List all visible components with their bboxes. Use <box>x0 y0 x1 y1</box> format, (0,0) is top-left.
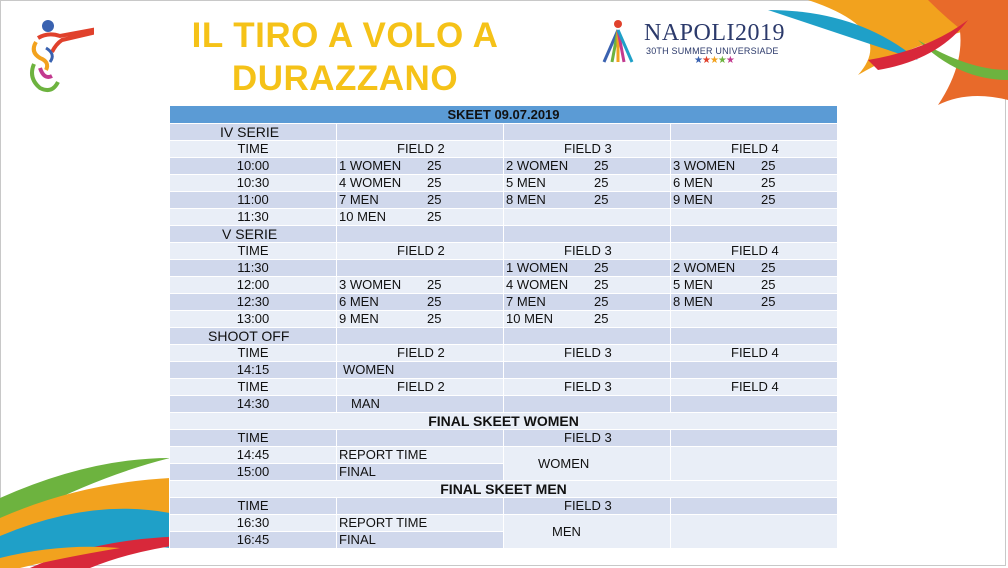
shooter-logo-icon <box>26 18 96 94</box>
section-row-v-serie <box>170 226 838 243</box>
event-cell: 7 MEN 25 <box>337 192 504 209</box>
time-cell: 10:30 <box>170 175 337 192</box>
event-cell: 8 MEN 25 <box>504 192 671 209</box>
table-row <box>170 362 838 379</box>
table-header-row <box>170 106 838 124</box>
table-row <box>170 447 838 464</box>
event-cell: 6 MEN 25 <box>671 175 838 192</box>
section-title: SHOOT OFF <box>170 328 337 345</box>
event-cell: 1 WOMEN 25 <box>337 158 504 175</box>
col-field4: FIELD 4 <box>671 379 838 396</box>
col-field3: FIELD 3 <box>504 141 671 158</box>
event-cell: MAN <box>337 396 504 413</box>
event-cell: 3 WOMEN 25 <box>671 158 838 175</box>
table-row <box>170 209 838 226</box>
time-cell: 11:00 <box>170 192 337 209</box>
table-row <box>170 294 838 311</box>
column-header-row <box>170 141 838 158</box>
table-header: SKEET 09.07.2019 <box>170 106 838 124</box>
time-cell: 14:30 <box>170 396 337 413</box>
col-field3: FIELD 3 <box>504 243 671 260</box>
table-row <box>170 158 838 175</box>
time-cell: 12:30 <box>170 294 337 311</box>
event-cell: 2 WOMEN 25 <box>671 260 838 277</box>
col-field2: FIELD 2 <box>337 141 504 158</box>
section-row-final-women <box>170 413 838 430</box>
table-row <box>170 515 838 532</box>
col-field4: FIELD 4 <box>671 243 838 260</box>
column-header-row <box>170 430 838 447</box>
table-row <box>170 311 838 328</box>
event-cell: 4 WOMEN 25 <box>337 175 504 192</box>
column-header-row <box>170 379 838 396</box>
col-time: TIME <box>170 379 337 396</box>
col-field4: FIELD 4 <box>671 141 838 158</box>
napoli-subtitle: 30TH SUMMER UNIVERSIADE <box>646 46 779 56</box>
event-cell: 10 MEN 25 <box>504 311 671 328</box>
col-time: TIME <box>170 141 337 158</box>
section-title: IV SERIE <box>170 124 337 141</box>
event-cell: 4 WOMEN 25 <box>504 277 671 294</box>
section-title: V SERIE <box>170 226 337 243</box>
column-header-row <box>170 498 838 515</box>
col-field4: FIELD 4 <box>671 345 838 362</box>
time-cell: 11:30 <box>170 260 337 277</box>
time-cell: 14:45 <box>170 447 337 464</box>
section-row-iv-serie <box>170 124 838 141</box>
col-field3: FIELD 3 <box>504 345 671 362</box>
time-cell: 11:30 <box>170 209 337 226</box>
event-cell: 5 MEN 25 <box>504 175 671 192</box>
time-cell: 14:15 <box>170 362 337 379</box>
col-time: TIME <box>170 345 337 362</box>
time-cell: 10:00 <box>170 158 337 175</box>
napoli-logo <box>596 18 796 68</box>
section-row-final-men <box>170 481 838 498</box>
universiade-emblem-icon <box>596 18 640 66</box>
stars-icon: ★★★★★ <box>694 55 734 66</box>
event-cell: 9 MEN 25 <box>671 192 838 209</box>
time-cell: 12:00 <box>170 277 337 294</box>
event-cell: 7 MEN 25 <box>504 294 671 311</box>
col-time: TIME <box>170 243 337 260</box>
page-title <box>160 14 530 100</box>
section-title: FINAL SKEET WOMEN <box>170 413 838 430</box>
col-field2: FIELD 2 <box>337 379 504 396</box>
napoli-brand: NAPOLI2019 <box>644 20 785 46</box>
event-cell: 10 MEN 25 <box>337 209 504 226</box>
column-header-row <box>170 243 838 260</box>
table-row <box>170 192 838 209</box>
event-cell: 1 WOMEN 25 <box>504 260 671 277</box>
col-field2: FIELD 2 <box>337 345 504 362</box>
schedule-table <box>169 105 838 549</box>
table-row <box>170 175 838 192</box>
time-cell: 13:00 <box>170 311 337 328</box>
section-title: FINAL SKEET MEN <box>170 481 838 498</box>
table-row <box>170 396 838 413</box>
event-cell: REPORT TIME <box>337 515 504 532</box>
category-cell: MEN <box>504 515 671 549</box>
col-field2: FIELD 2 <box>337 243 504 260</box>
event-cell: 9 MEN 25 <box>337 311 504 328</box>
category-cell: WOMEN <box>504 447 671 481</box>
event-cell: FINAL <box>337 464 504 481</box>
event-cell: WOMEN <box>337 362 504 379</box>
title-line-1: IL TIRO A VOLO A <box>191 16 499 55</box>
event-cell: 8 MEN 25 <box>671 294 838 311</box>
table-row <box>170 277 838 294</box>
event-cell: REPORT TIME <box>337 447 504 464</box>
title-line-2: DURAZZANO <box>231 59 459 98</box>
event-cell: 6 MEN 25 <box>337 294 504 311</box>
event-cell: 3 WOMEN 25 <box>337 277 504 294</box>
event-cell: 5 MEN 25 <box>671 277 838 294</box>
time-cell: 16:45 <box>170 532 337 549</box>
col-field3: FIELD 3 <box>504 498 671 515</box>
event-cell: FINAL <box>337 532 504 549</box>
col-field3: FIELD 3 <box>504 430 671 447</box>
col-time: TIME <box>170 430 337 447</box>
time-cell: 15:00 <box>170 464 337 481</box>
section-row-shoot-off <box>170 328 838 345</box>
event-cell: 2 WOMEN 25 <box>504 158 671 175</box>
decorative-swoosh-top-right-icon <box>768 0 1008 110</box>
time-cell: 16:30 <box>170 515 337 532</box>
table-row <box>170 260 838 277</box>
col-field3: FIELD 3 <box>504 379 671 396</box>
col-time: TIME <box>170 498 337 515</box>
column-header-row <box>170 345 838 362</box>
